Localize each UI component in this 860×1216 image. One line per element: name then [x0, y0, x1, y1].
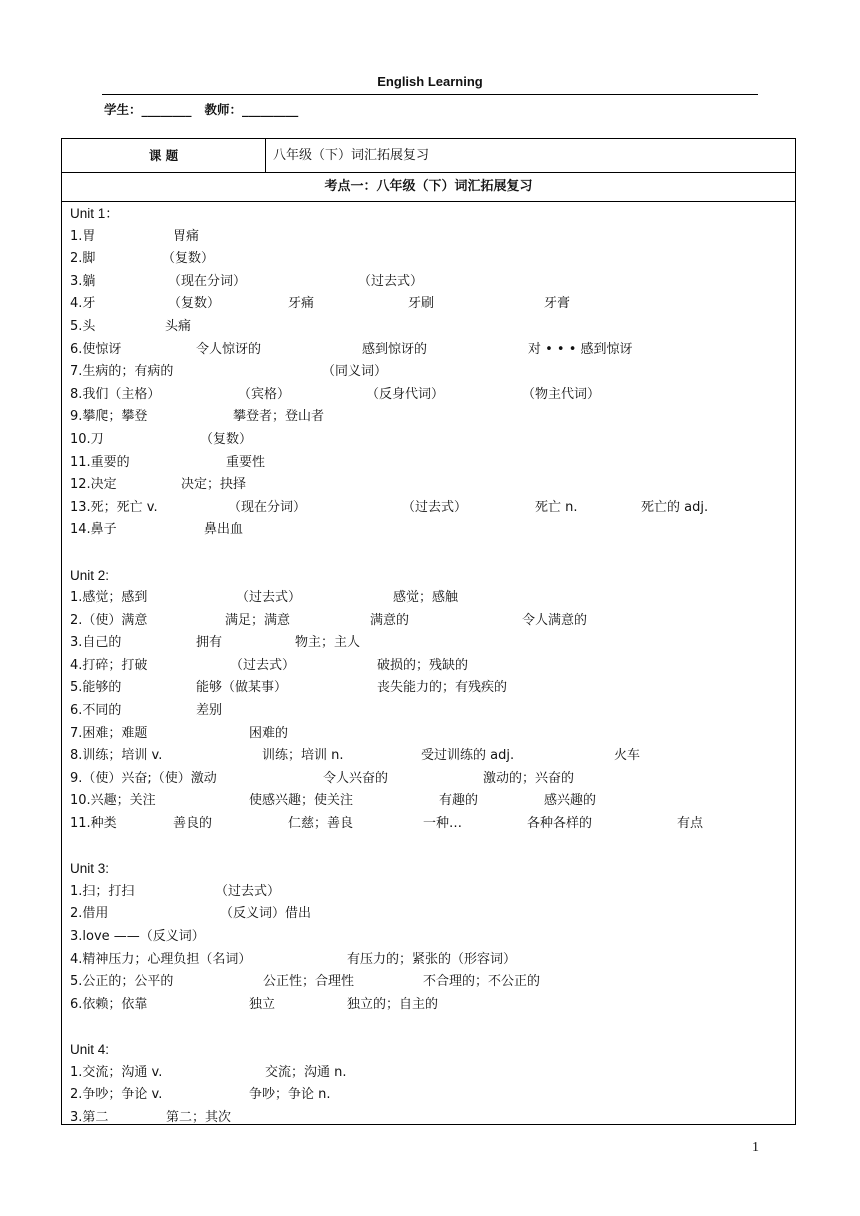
vocab-entry: 公正性；合理性 [263, 974, 355, 990]
vocab-line [70, 429, 795, 452]
vocab-entry: （过去式） [236, 590, 302, 606]
vocab-entry: 1.胃 [70, 228, 96, 244]
blank-line [70, 1016, 795, 1039]
vocab-entry: 不合理的；不公正的 [423, 974, 541, 990]
section-title: 考点一：八年级（下）词汇拓展复习 [62, 172, 795, 202]
vocab-entry: （过去式） [402, 499, 468, 515]
vocab-entry: 满意的 [370, 612, 410, 628]
vocab-entry: 困难的 [249, 725, 289, 741]
vocab-entry: 10.兴趣；关注 [70, 793, 156, 809]
vocab-line [70, 519, 795, 542]
vocab-line [70, 1107, 795, 1130]
vocab-line [70, 632, 795, 655]
vocab-line [70, 949, 795, 972]
vocab-entry: 差别 [196, 703, 223, 719]
vocab-entry: （同义词） [322, 364, 388, 380]
topic-value: 八年级（下）词汇拓展复习 [273, 148, 430, 163]
vocab-entry: 训练；培训 n. [262, 748, 344, 764]
vocab-entry: 善良的 [173, 816, 213, 832]
vocab-line [70, 452, 795, 475]
vocab-entry: 6.不同的 [70, 703, 122, 719]
vocab-entry: （现在分词） [168, 273, 247, 289]
vocab-entry: 3.love ——（反义词） [70, 929, 205, 944]
unit-heading [70, 565, 795, 588]
vocab-entry: 感兴趣的 [544, 793, 597, 809]
vocab-entry: 头痛 [165, 318, 192, 334]
vocab-entry: 10.刀 [70, 431, 104, 447]
vocab-entry: 有压力的；紧张的（形容词） [347, 951, 517, 967]
header-rule [102, 94, 758, 95]
unit-label: Unit 4: [70, 1041, 110, 1057]
vocab-line [70, 384, 795, 407]
vocab-entry: 4.精神压力；心理负担（名词） [70, 951, 252, 967]
vocab-line [70, 406, 795, 429]
vocab-line [70, 745, 795, 768]
vocab-line [70, 610, 795, 633]
page-number: 1 [752, 1140, 759, 1155]
vocab-entry: 有点 [677, 816, 704, 832]
vocab-entry: 2.（使）满意 [70, 612, 148, 628]
vocab-entry: 11.重要的 [70, 454, 130, 470]
vocab-entry: （物主代词） [522, 386, 601, 402]
vocab-entry: （复数） [168, 296, 221, 312]
vocab-entry: 2.脚 [70, 251, 96, 267]
vocab-entry: 一种… [423, 816, 463, 832]
vocab-entry: （现在分词） [228, 499, 307, 515]
vocab-line [70, 316, 795, 339]
vocab-line [70, 903, 795, 926]
vocab-entry: 拥有 [196, 635, 223, 651]
vocab-entry: 7.生病的；有病的 [70, 364, 174, 380]
vocab-entry: 独立 [249, 996, 276, 1012]
vocab-line [70, 1084, 795, 1107]
vocab-entry: 1.感觉；感到 [70, 590, 148, 606]
vocab-entry: 11.种类 [70, 816, 117, 832]
vocab-entry: 死亡的 adj. [641, 499, 709, 515]
vocab-line [70, 248, 795, 271]
vocab-entry: 满足；满意 [225, 612, 291, 628]
vocab-entry: （反身代词） [366, 386, 445, 402]
vocab-entry: 4.打碎；打破 [70, 657, 148, 673]
lesson-table [61, 138, 796, 1125]
vocab-entry: 9.攀爬；攀登 [70, 409, 148, 425]
vocab-entry: 使感兴趣；使关注 [249, 793, 354, 809]
vocab-entry: 牙痛 [288, 296, 315, 312]
vocab-line [70, 293, 795, 316]
topic-label: 课 题 [62, 139, 266, 172]
vocab-entry: 3.第二 [70, 1109, 109, 1125]
vocab-entry: 各种各样的 [527, 816, 593, 832]
unit-label: Unit 2: [70, 567, 110, 583]
vocab-entry: 胃痛 [173, 228, 200, 244]
vocab-line [70, 1062, 795, 1085]
vocab-entry: 激动的；兴奋的 [483, 770, 575, 786]
vocab-entry: 令人兴奋的 [323, 770, 389, 786]
vocab-entry: （复数） [200, 431, 253, 447]
vocab-entry: 8.训练；培训 v. [70, 748, 163, 764]
vocab-entry: （反义词）借出 [220, 906, 312, 922]
vocab-line [70, 971, 795, 994]
vocab-entry: 3.自己的 [70, 635, 122, 651]
vocab-entry: 受过训练的 adj. [421, 748, 515, 764]
vocab-entry: 独立的；自主的 [347, 996, 439, 1012]
vocab-entry: 破损的；残缺的 [377, 657, 469, 673]
vocab-entry: 鼻出血 [204, 522, 244, 538]
vocab-entry: 14.鼻子 [70, 522, 117, 538]
vocab-entry: 交流；沟通 n. [265, 1064, 347, 1080]
vocab-entry: 火车 [614, 748, 641, 764]
vocab-entry: 1.交流；沟通 v. [70, 1064, 163, 1080]
vocab-entry: （过去式） [358, 273, 424, 289]
blank-line [70, 542, 795, 565]
unit-label: Unit 1： [70, 206, 119, 221]
vocab-entry: 对 • • • 感到惊讶 [528, 341, 633, 357]
vocab-line [70, 813, 795, 836]
student-teacher-line: 学生：________ 教师：_________ [104, 102, 299, 117]
vocab-entry: 13.死；死亡 v. [70, 499, 158, 515]
vocab-line [70, 768, 795, 791]
vocab-line [70, 926, 795, 949]
vocab-line [70, 994, 795, 1017]
vocab-line [70, 271, 795, 294]
vocab-entry: 决定；抉择 [181, 477, 247, 493]
vocab-entry: 8.我们（主格） [70, 386, 161, 402]
vocab-entry: 牙刷 [408, 296, 435, 312]
vocab-entry: 6.依赖；依靠 [70, 996, 148, 1012]
vocab-entry: （复数） [162, 251, 215, 267]
unit-label: Unit 3: [70, 861, 110, 877]
unit-heading [70, 203, 795, 226]
vocab-entry: 2.争吵；争论 v. [70, 1087, 163, 1103]
vocab-entry: 牙膏 [544, 296, 571, 312]
vocab-entry: 丧失能力的；有残疾的 [377, 680, 508, 696]
vocab-entry: 5.公正的；公平的 [70, 974, 174, 990]
vocab-entry: （过去式） [230, 657, 296, 673]
topic-row [62, 139, 795, 173]
vocab-line [70, 790, 795, 813]
vocab-line [70, 881, 795, 904]
vocab-entry: 3.躺 [70, 273, 96, 289]
vocab-entry: 9.（使）兴奋;（使）激动 [70, 770, 217, 786]
vocab-line [70, 497, 795, 520]
vocab-entry: 感到惊讶的 [362, 341, 428, 357]
vocab-entry: 6.使惊讶 [70, 341, 122, 357]
vocab-line [70, 226, 795, 249]
vocab-line [70, 474, 795, 497]
vocab-line [70, 700, 795, 723]
vocab-entry: 重要性 [226, 454, 266, 470]
blank-line [70, 836, 795, 859]
vocab-entry: 令人惊讶的 [196, 341, 262, 357]
vocab-line [70, 361, 795, 384]
vocab-entry: 7.困难；难题 [70, 725, 148, 741]
vocab-entry: 令人满意的 [522, 612, 588, 628]
unit-heading [70, 1039, 795, 1062]
vocab-entry: （宾格） [238, 386, 291, 402]
vocab-entry: 感觉；感触 [393, 590, 459, 606]
vocab-entry: 2.借用 [70, 906, 109, 922]
vocab-entry: 1.扫；打扫 [70, 883, 135, 899]
vocabulary-list [70, 203, 795, 1129]
vocab-entry: （过去式） [215, 883, 281, 899]
unit-heading [70, 858, 795, 881]
vocab-entry: 死亡 n. [535, 499, 578, 515]
vocab-entry: 12.决定 [70, 477, 117, 493]
vocab-entry: 5.头 [70, 318, 96, 334]
vocab-line [70, 677, 795, 700]
vocab-entry: 5.能够的 [70, 680, 122, 696]
vocab-entry: 有趣的 [439, 793, 479, 809]
vocab-line [70, 655, 795, 678]
vocab-line [70, 587, 795, 610]
document-header-title: English Learning [377, 74, 483, 89]
vocab-entry: 争吵；争论 n. [249, 1087, 331, 1103]
vocab-line [70, 339, 795, 362]
vocab-entry: 第二；其次 [166, 1109, 232, 1125]
vocab-entry: 攀登者；登山者 [233, 409, 325, 425]
vocab-entry: 4.牙 [70, 296, 96, 312]
vocab-line [70, 723, 795, 746]
vocab-entry: 仁慈；善良 [288, 816, 354, 832]
vocab-entry: 能够（做某事） [196, 680, 288, 696]
vocab-entry: 物主；主人 [295, 635, 361, 651]
